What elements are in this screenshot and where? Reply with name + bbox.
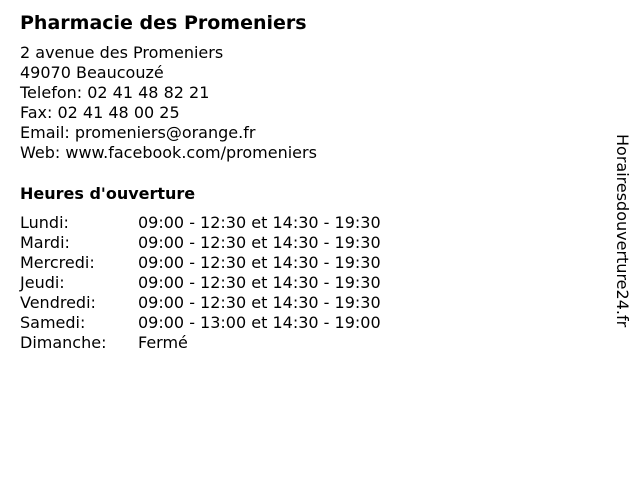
address-line-1: 2 avenue des Promeniers	[20, 43, 224, 62]
day-label: Mercredi:	[20, 253, 95, 272]
email-address: Email: promeniers@orange.fr	[20, 123, 256, 142]
pharmacy-name: Pharmacie des Promeniers	[20, 12, 307, 34]
time-range: 09:00 - 12:30 et 14:30 - 19:30	[138, 253, 381, 272]
opening-hours-heading: Heures d'ouverture	[20, 184, 196, 203]
day-label: Dimanche:	[20, 333, 107, 352]
day-label: Samedi:	[20, 313, 86, 332]
web-address: Web: www.facebook.com/promeniers	[20, 143, 317, 162]
day-label: Mardi:	[20, 233, 70, 252]
site-watermark: Horairesdouverture24.fr	[613, 134, 632, 328]
fax-number: Fax: 02 41 48 00 25	[20, 103, 180, 122]
day-label: Jeudi:	[20, 273, 65, 292]
address-line-2: 49070 Beaucouzé	[20, 63, 164, 82]
time-range: 09:00 - 13:00 et 14:30 - 19:00	[138, 313, 381, 332]
time-range: 09:00 - 12:30 et 14:30 - 19:30	[138, 213, 381, 232]
day-label: Lundi:	[20, 213, 69, 232]
day-label: Vendredi:	[20, 293, 96, 312]
phone-number: Telefon: 02 41 48 82 21	[20, 83, 210, 102]
time-range: Fermé	[138, 333, 188, 352]
time-range: 09:00 - 12:30 et 14:30 - 19:30	[138, 233, 381, 252]
time-range: 09:00 - 12:30 et 14:30 - 19:30	[138, 273, 381, 292]
contact-info	[20, 43, 317, 163]
time-range: 09:00 - 12:30 et 14:30 - 19:30	[138, 293, 381, 312]
